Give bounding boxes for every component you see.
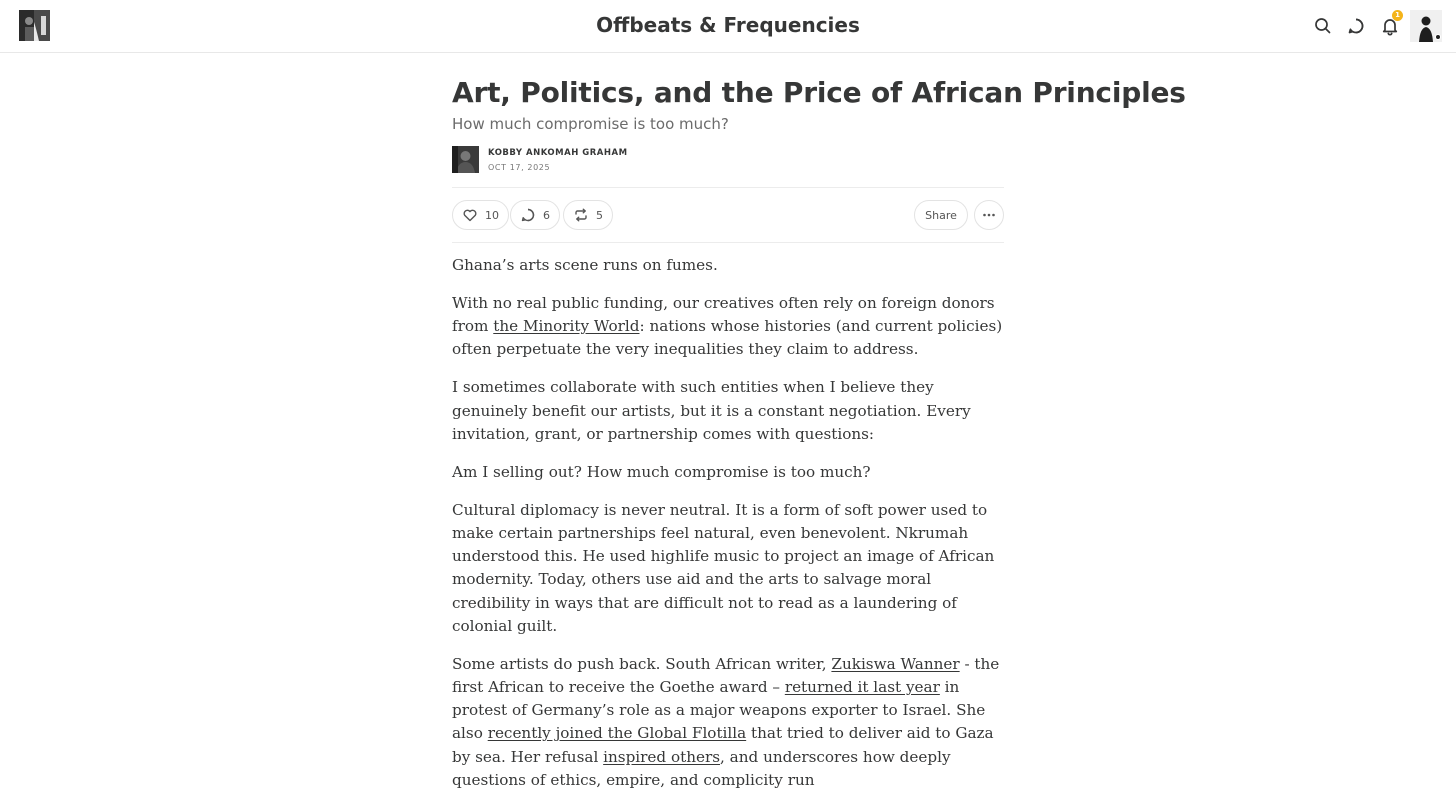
link-minority-world[interactable]: the Minority World <box>493 317 640 336</box>
like-count: 10 <box>485 208 499 222</box>
share-button[interactable]: Share <box>914 200 968 230</box>
comment-button[interactable] <box>510 200 560 230</box>
top-bar <box>0 0 1456 53</box>
text-run: Some artists do push back. South African writer, <box>452 654 832 673</box>
chat-icon[interactable] <box>1346 16 1366 36</box>
link-returned-it[interactable]: returned it last year <box>784 678 940 697</box>
link-global-flotilla[interactable]: recently joined the Global Flotilla <box>487 724 747 743</box>
restack-icon <box>573 207 589 223</box>
link-inspired-others[interactable]: inspired others <box>603 747 721 766</box>
restack-button[interactable] <box>563 200 613 230</box>
heart-icon <box>462 207 478 223</box>
text-run: - the first African to receive the Goethe award – <box>452 654 1000 697</box>
divider-top <box>452 187 1004 188</box>
text-run: With no real public funding, our creatives often rely on foreign donors from <box>452 294 995 336</box>
article-body <box>452 254 1006 807</box>
comment-icon <box>520 207 536 223</box>
article-title: Art, Politics, and the Price of African Principles <box>452 76 1186 109</box>
search-icon[interactable] <box>1313 16 1333 36</box>
publication-title[interactable]: Offbeats & Frequencies <box>596 13 860 37</box>
like-button[interactable] <box>452 200 509 230</box>
paragraph-6 <box>452 653 1006 792</box>
author-avatar[interactable] <box>452 146 479 173</box>
notification-badge: 1 <box>1392 10 1403 21</box>
more-horizontal-icon <box>982 208 996 222</box>
paragraph-3: I sometimes collaborate with such entities when I believe they genuinely benefit our artists, but it is a constant negotiation. Every invitation, grant, or partnership comes with questions: <box>452 378 971 443</box>
text-run: in protest of Germany’s role as a major weapons exporter to Israel. She also <box>452 678 986 743</box>
post-date: OCT 17, 2025 <box>488 163 551 172</box>
paragraph-4: Am I selling out? How much compromise is too much? <box>452 462 871 481</box>
divider-bottom <box>452 242 1004 243</box>
avatar-status-dot <box>1435 34 1441 40</box>
author-name[interactable]: KOBBY ANKOMAH GRAHAM <box>488 148 628 158</box>
paragraph-1: Ghana’s arts scene runs on fumes. <box>452 256 718 274</box>
text-run: , and underscores how deeply questions of ethics, empire, and complicity run <box>452 747 951 789</box>
text-run: : nations whose histories (and current policies) often perpetuate the very inequalities they claim to address. <box>452 317 1003 359</box>
publication-title-container <box>0 13 1456 37</box>
link-zukiswa-wanner[interactable]: Zukiswa Wanner <box>831 654 960 673</box>
text-run: that tried to deliver aid to Gaza by sea. Her refusal <box>452 724 994 766</box>
restack-count: 5 <box>596 208 603 222</box>
paragraph-5: Cultural diplomacy is never neutral. It is a form of soft power used to make certain partnerships feel natural, even benevolent. Nkrumah understood this. He used highlife music to project an image of African modernity. Today, others use aid and the arts to salvage moral credibility in ways that are difficult not to read as a laundering of colonial guilt. <box>452 500 995 635</box>
comment-count: 6 <box>543 208 550 222</box>
paragraph-2 <box>452 292 1006 362</box>
article-subtitle: How much compromise is too much? <box>452 115 729 133</box>
more-options-button[interactable] <box>974 200 1004 230</box>
